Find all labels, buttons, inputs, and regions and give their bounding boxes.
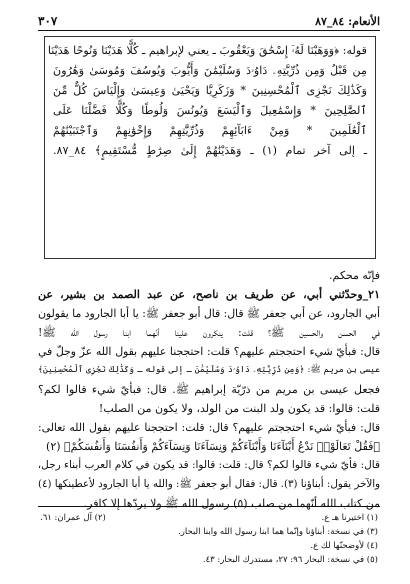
verse-line: ٱلْعَٰلَمِينَ * وَمِنْ ءَابَآئِهِمْ وَذُرِّيَّٰتِهِمْ وَإِخْوَٰنِهِمْ وَٱجْتَبَيْنَٰهُمْ [53, 124, 367, 137]
verse-line: قوله: ﴿وَوَهَبْنَا لَهُۥٓ إِسْحَٰقَ وَيَعْقُوبَ ـ يعني لإبراهيم ـ كُلًّا هَدَيْنَا وَنُوحًا هَدَيْنَا [47, 44, 367, 57]
footnote-rule [38, 506, 380, 507]
commentary-text [38, 266, 380, 513]
text-line: قلت: قالوا: قد يكون ولد البنت من الولد، ولا يكون من الصلب! [98, 402, 380, 415]
text-line: فجعل عيسى بن مريم من ذرّيّة إبراهيم ﷺ. قال: فبأيّ شيء قالوا لكم؟ [38, 383, 380, 396]
verse-line: ٱلصَّٰلِحِينَ * وَإِسْمَٰعِيلَ وَٱلْيَسَعَ وَيُونُسَ وَلُوطًا وَكُلًّا فَضَّلْنَا عَلَى [53, 104, 367, 117]
text-line: أبي الجارود، عن أبي جعفر ﷺ قال: قال أبو جعفر ﷺ: يا أبا الجارود ما يقولون [38, 307, 380, 320]
text-line: من كتاب الله أنّهما من صلب (٥) رسول الله ﷺ ولا يردّها إلا كافر. [83, 497, 380, 510]
footnote-1: (١) اختيرنا هـ ع. [321, 513, 378, 523]
text-line: والآخر يقول: أبناؤنا (٣). قال: فقال أبو جعفر ﷺ: والله يا أبا الجارود لأعطينكها (٤) [38, 478, 380, 490]
verse-line: ـ إلى آخر تمام (١) ـ وَهَدَيْنَٰهُمْ إِلَىٰ صِرَٰطٍ مُّسْتَقِيمٍ﴾ ٨٤_٨٧. [53, 144, 367, 157]
footnote-4: (٤) لأوضحنّها لك ع. [310, 541, 378, 551]
text-line: قال: فبأيّ شيء احتججتم عليهم؟ قلت: احتججنا عليهم بقول الله عزّ وجلّ في [38, 345, 380, 358]
footnotes [40, 511, 378, 567]
footnote-2: (٢) آل عمران: ٦١. [40, 513, 106, 523]
footnote-3: (٣) في نسخة: أبناؤنا وإنّما هما ابنا رسول الله وابنا البحار. [178, 527, 378, 537]
page-header [38, 12, 380, 30]
text-line: ﴿فَقُلْ تَعَالَوْا۟ نَدْعُ أَبْنَآءَنَا وَأَبْنَآءَكُمْ وَنِسَآءَنَا وَنِسَآءَكُمْ وَأَنفُسَنَا وَأَنفُسَكُمْ﴾ (٢) [46, 440, 380, 453]
text-line: قال: فأيّ شيء قالوا لكم؟ قال: قلت: قالوا: قد يكون في كلام العرب أبناء رجل، [37, 459, 380, 471]
page-number: ٣٠٧ [38, 14, 58, 28]
footnote-row [40, 539, 378, 553]
quran-verse-box [44, 36, 376, 259]
text-line: قال: فبأيّ شيء احتججتم عليهم؟ قال: قلت: احتججنا عليهم بقول الله تعالى: [38, 421, 380, 434]
header-rule [38, 30, 380, 31]
text-line: في الحسن والحسين ﷺ؟ قلت: ينكرون علينا أنّهما ابنا رسول الله ﷺ! [38, 326, 380, 339]
footnote-5: (٥) في نسخة: البحار ٩٦: ٢٧، مستدرك البحار: ٤٣. [202, 555, 378, 565]
footnote-row [40, 553, 378, 567]
text-line: عيسى بن مريم ﷺ: ﴿وَمِن ذُرِّيَّتِهِۦ دَاوُۥدَ وَسُلَيْمَٰنَ ـ إلى قوله ـ وَكَذَٰلِكَ نَجْزِى ٱلْمُحْسِنِينَ﴾ [38, 365, 380, 375]
footnote-row [40, 525, 378, 539]
hadith-heading-line: ٢١_وحدّثني أبي، عن طريف بن ناصح، عن عبد الصمد بن بشير، عن [38, 288, 380, 301]
text-line: فإنّه محكم. [329, 269, 380, 282]
verse-line: وَكَذَٰلِكَ نَجْزِى ٱلْمُحْسِنِينَ * وَزَكَرِيَّا وَيَحْيَىٰ وَعِيسَىٰ وَإِلْيَاسَ كُلٌّ مِّنَ [53, 84, 367, 97]
running-title: الأنعام: ٨٤_٨٧ [315, 14, 380, 28]
footnote-row [40, 511, 378, 525]
verse-line: مِن قَبْلُ وَمِن ذُرِّيَّتِهِۦ دَاوُۥدَ وَسُلَيْمَٰنَ وَأَيُّوبَ وَيُوسُفَ وَمُوسَىٰ وَهَٰرُونَ [53, 64, 367, 77]
